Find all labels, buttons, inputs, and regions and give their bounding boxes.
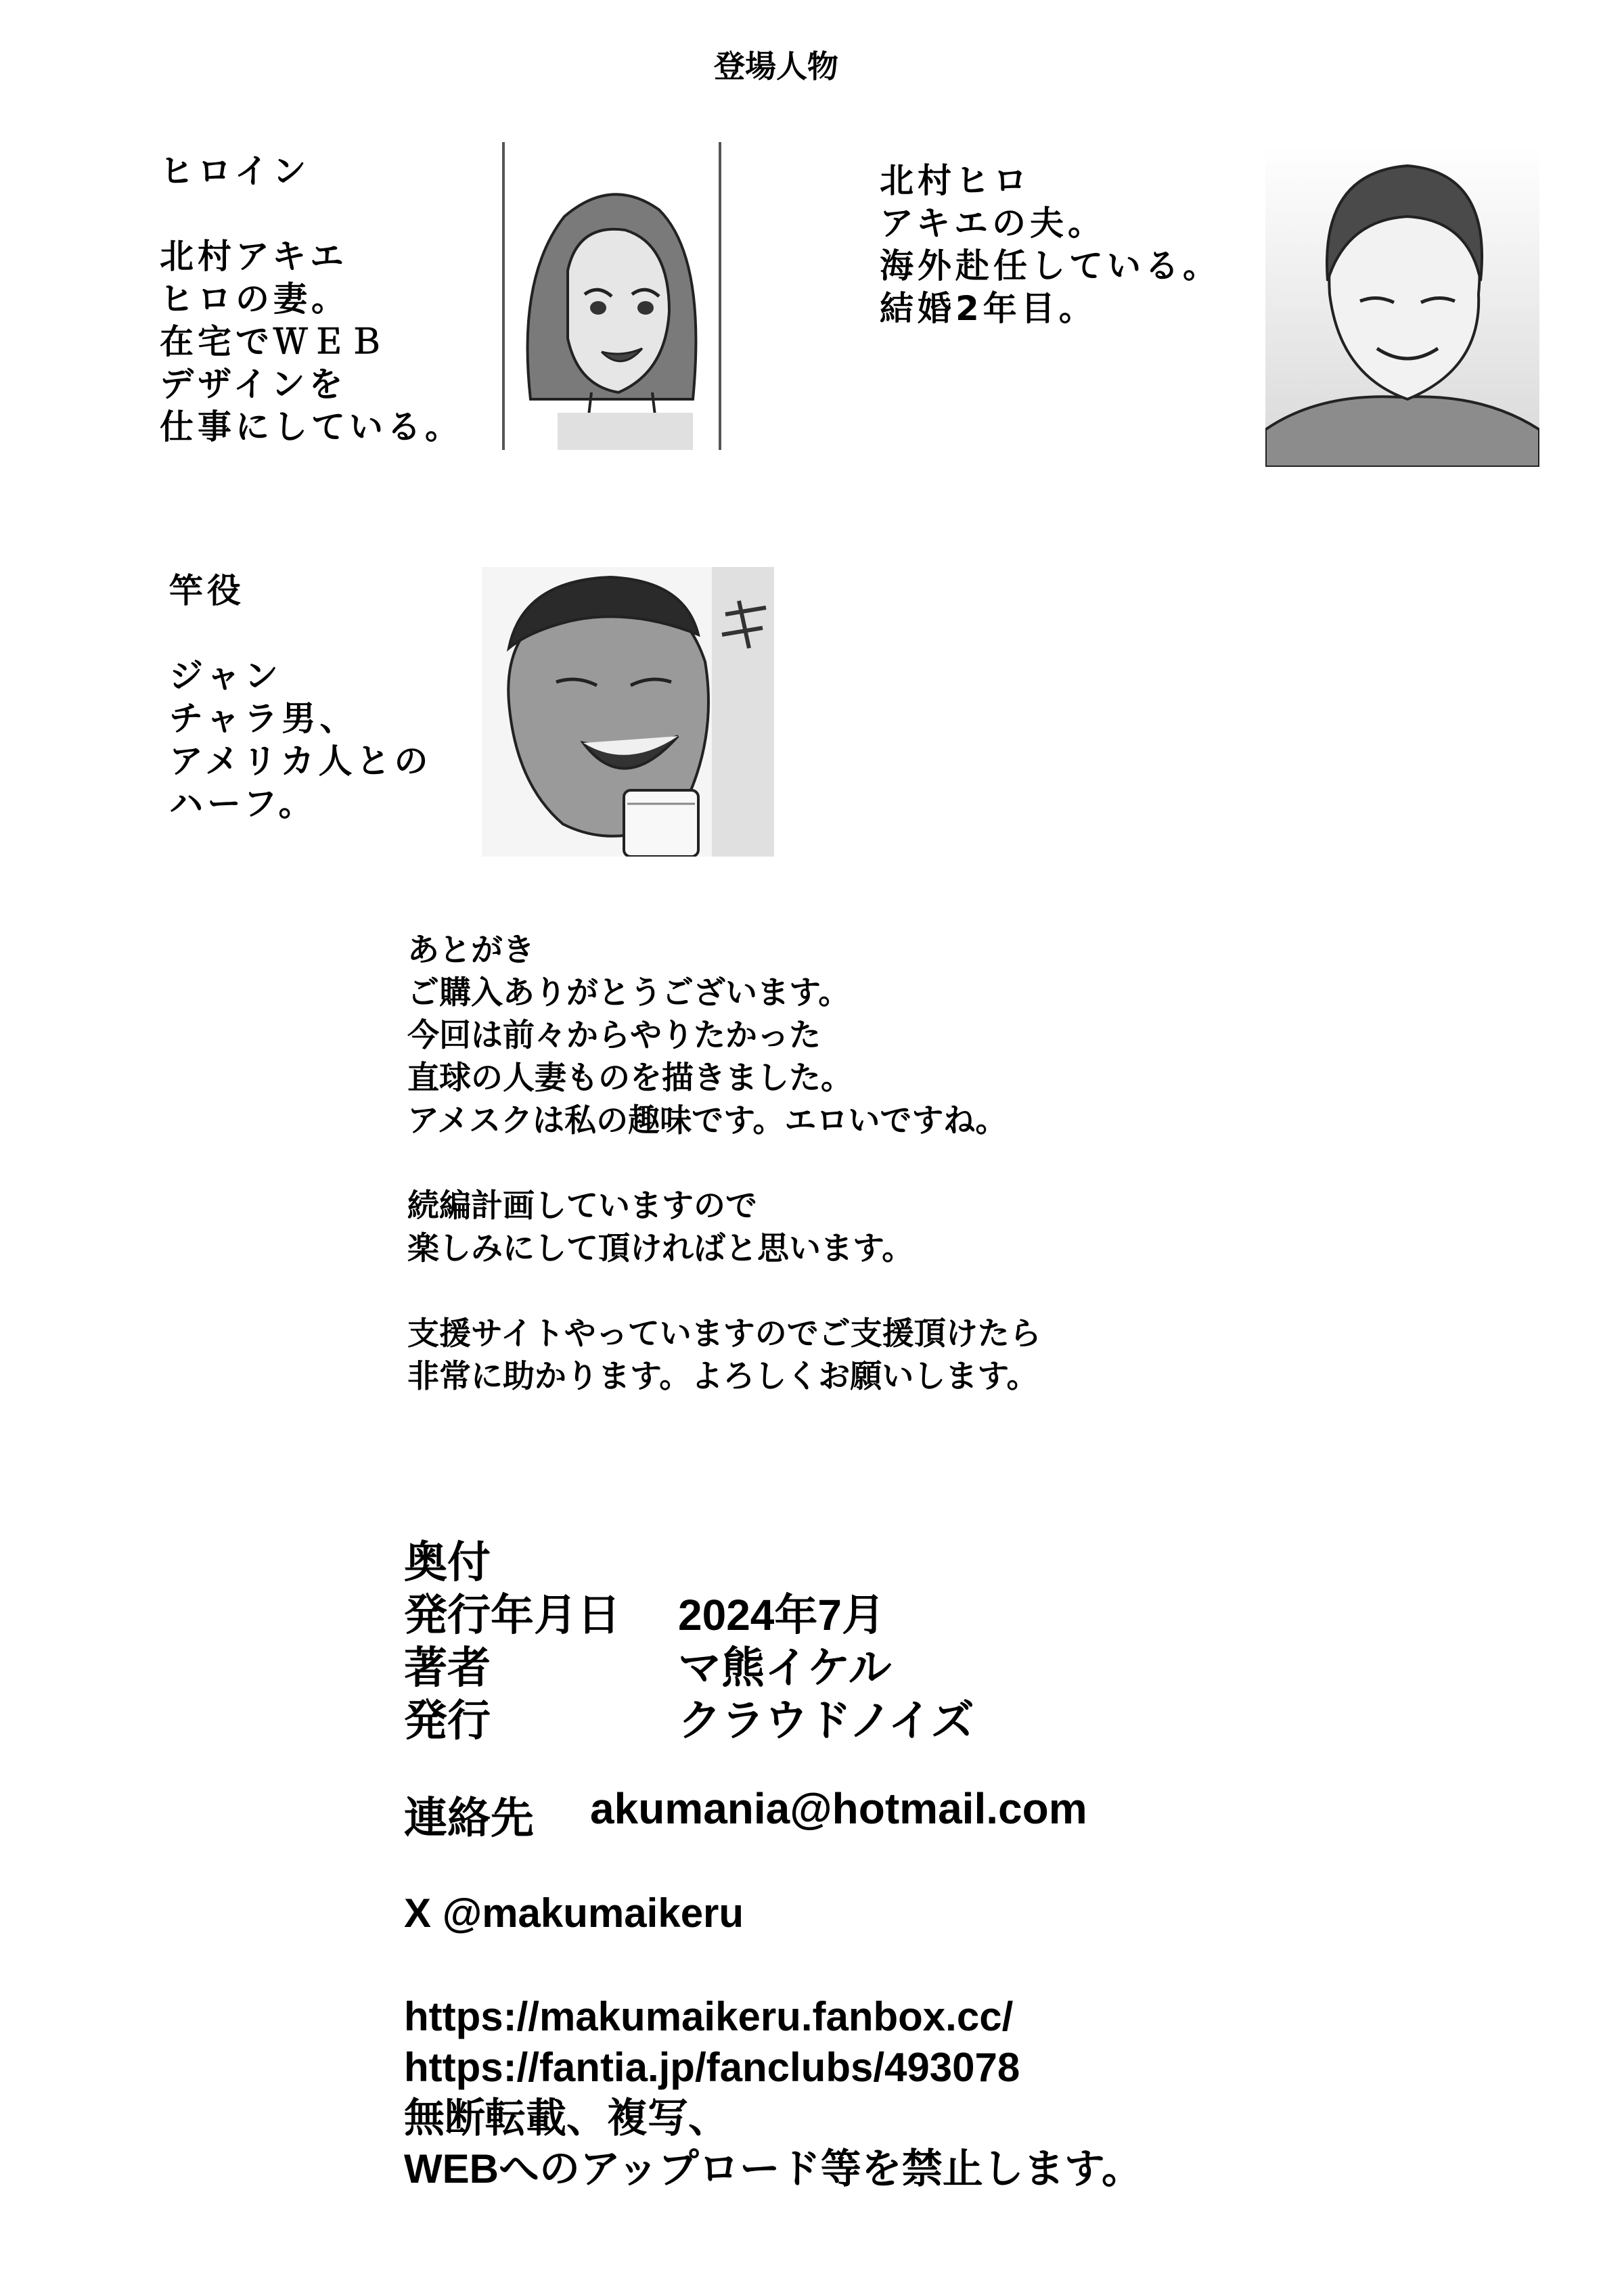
rod-description — [169, 570, 432, 825]
afterword-line: ご購入ありがとうございます。 — [407, 974, 851, 1012]
afterword-line: 続編計画していますので — [407, 1187, 757, 1225]
page-title: 登場人物 — [714, 48, 838, 85]
colophon-value: マ熊イケル — [678, 1643, 892, 1692]
colophon-row — [404, 1694, 974, 1747]
colophon-row — [404, 1589, 974, 1641]
afterword — [407, 929, 1041, 1398]
afterword-line: 支援サイトやっていますのでご支援頂けたら — [407, 1315, 1041, 1353]
fantia-link[interactable]: https://fantia.jp/fanclubs/493078 — [404, 2045, 1020, 2090]
afterword-line: 今回は前々からやりたかった — [407, 1017, 821, 1054]
colophon-label: 著者 — [404, 1643, 491, 1692]
heroine-line: 在宅でＷＥＢ — [160, 322, 387, 361]
x-handle[interactable]: X @makumaikeru — [404, 1890, 744, 1936]
rod-role: 竿役 — [169, 571, 245, 610]
husband-line: 海外赴任している。 — [880, 246, 1221, 286]
rod-line: アメリカ人との — [169, 742, 432, 781]
heroine-line: 仕事にしている。 — [160, 407, 463, 447]
contact — [404, 1784, 1087, 1846]
colophon-row — [404, 1641, 974, 1694]
colophon-label: 発行 — [404, 1696, 491, 1745]
rod-line: ジャン — [169, 656, 282, 696]
afterword-blank — [407, 1142, 1041, 1185]
fanbox-link[interactable]: https://makumaikeru.fanbox.cc/ — [404, 1994, 1014, 2039]
colophon-label: 発行年月日 — [404, 1591, 621, 1639]
husband-line: アキエの夫。 — [880, 204, 1106, 243]
colophon-heading: 奥付 — [404, 1538, 491, 1587]
rod-portrait — [482, 567, 774, 857]
colophon-value: 2024年7月 — [678, 1591, 885, 1639]
rod-line: ハーフ。 — [169, 784, 317, 823]
links-and-notice — [404, 1991, 1142, 2194]
colophon — [404, 1536, 974, 1747]
afterword-line: 直球の人妻ものを描きました。 — [407, 1060, 853, 1097]
husband-description — [880, 160, 1221, 330]
notice-line: WEBへのアップロード等を禁止します。 — [404, 2146, 1142, 2192]
heroine-description — [160, 150, 463, 449]
contact-label: 連絡先 — [404, 1794, 534, 1842]
husband-portrait — [1265, 145, 1539, 467]
husband-line: 結婚2年目。 — [880, 289, 1097, 328]
afterword-heading: あとがき — [407, 932, 535, 969]
colophon-value: クラウドノイズ — [678, 1696, 974, 1745]
afterword-blank — [407, 1270, 1041, 1313]
heroine-line: デザインを — [160, 365, 347, 404]
heroine-role: ヒロイン — [160, 152, 311, 191]
contact-email[interactable]: akumania@hotmail.com — [590, 1784, 1087, 1833]
heroine-portrait — [490, 142, 737, 450]
notice-line: 無断転載、複写、 — [404, 2095, 729, 2141]
afterword-line: アメスクは私の趣味です。エロいですね。 — [407, 1102, 1008, 1139]
heroine-line: ヒロの妻。 — [160, 279, 349, 319]
rod-line: チャラ男、 — [169, 699, 358, 738]
heroine-line: 北村アキエ — [160, 237, 348, 276]
husband-line: 北村ヒロ — [880, 161, 1031, 200]
afterword-line: 非常に助かります。よろしくお願いします。 — [407, 1358, 1039, 1395]
afterword-line: 楽しみにして頂ければと思います。 — [407, 1230, 914, 1267]
